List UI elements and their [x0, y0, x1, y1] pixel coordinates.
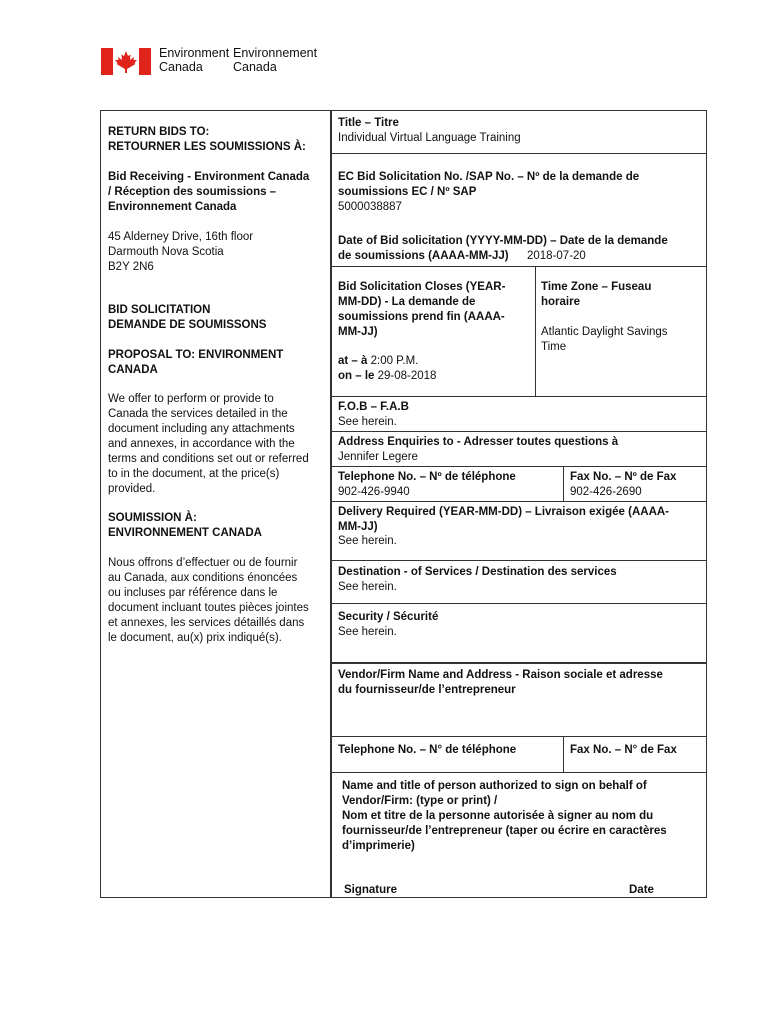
- bid-receiving-text: Bid Receiving - Environment Canada / Réception des soumissions – Environnement Canada: [108, 171, 310, 213]
- timezone-value: Atlantic Daylight Savings Time: [541, 326, 668, 353]
- return-address: 45 Alderney Drive, 16th floor Darmouth Nova Scotia B2Y 2N6: [108, 231, 254, 273]
- at-label: at – à: [338, 355, 371, 367]
- delivery-label: Delivery Required (YEAR-MM-DD) – Livraison exigée (AAAA- MM-JJ): [338, 506, 670, 533]
- logo-french-line1: Environnement: [233, 46, 318, 60]
- divider: [563, 466, 564, 501]
- date-value: 2018-07-20: [527, 250, 586, 262]
- divider: [332, 431, 707, 432]
- fax-label: Fax No. – Nº de Fax: [570, 471, 677, 483]
- closing-date: [338, 369, 436, 384]
- logo-french-line2: Canada: [233, 60, 277, 74]
- bid-solicitation-heading: BID SOLICITATION DEMANDE DE SOUMISSONS: [108, 304, 267, 331]
- canada-flag-icon: [101, 48, 151, 75]
- on-value: 29-08-2018: [377, 370, 437, 382]
- destination-value: See herein.: [338, 581, 397, 593]
- destination-label: Destination - of Services / Destination des services: [338, 566, 617, 578]
- divider: [332, 662, 707, 664]
- vendor-telephone-label: Telephone No. – N° de téléphone: [338, 744, 517, 756]
- title-value: Individual Virtual Language Training: [338, 132, 521, 144]
- vendor-label: Vendor/Firm Name and Address - Raison sociale et adresse du fournisseur/de l’entrepreneur: [338, 669, 663, 696]
- logo-english-line2: Canada: [159, 60, 203, 74]
- authorized-person-label: Name and title of person authorized to sign on behalf of Vendor/Firm: (type or print) / Nom et titre de la personne autorisée à signer au nom du fournisseur/de l’entrepreneur (taper ou écrire en caractères d’imprimerie): [342, 780, 667, 852]
- offer-french-text: Nous offrons d’effectuer ou de fournir au Canada, aux conditions énoncées ou incluses par référence dans le document incluant toutes pièces jointes et annexes, les services détaillés dans le document, au(x) prix indiqué(s).: [108, 557, 309, 644]
- vendor-fax-label: Fax No. – N° de Fax: [570, 744, 677, 756]
- divider: [332, 396, 707, 397]
- on-label: on – le: [338, 370, 378, 382]
- title-label: Title – Titre: [338, 117, 399, 129]
- timezone-label: Time Zone – Fuseau horaire: [541, 281, 652, 308]
- divider: [332, 466, 707, 467]
- divider: [332, 736, 707, 737]
- left-panel: [100, 110, 332, 898]
- divider: [332, 501, 707, 502]
- fob-label: F.O.B – F.A.B: [338, 401, 409, 413]
- divider: [332, 772, 707, 773]
- divider: [332, 603, 707, 604]
- government-logo: [101, 46, 318, 78]
- security-label: Security / Sécurité: [338, 611, 439, 623]
- signature-label: Signature: [344, 884, 398, 896]
- fax-value: 902-426-2690: [570, 486, 642, 498]
- security-value: See herein.: [338, 626, 397, 638]
- telephone-label: Telephone No. – Nº de téléphone: [338, 471, 516, 483]
- at-value: 2:00 P.M.: [370, 355, 419, 367]
- logo-english: [159, 46, 229, 74]
- return-bids-heading: RETURN BIDS TO: RETOURNER LES SOUMISSIONS À:: [108, 126, 306, 153]
- divider: [535, 266, 536, 396]
- soumission-heading: SOUMISSION À: ENVIRONNEMENT CANADA: [108, 512, 262, 539]
- offer-english-text: We offer to perform or provide to Canada the services detailed in the document including any attachments and annexes, in accordance with the terms and conditions set out or referred to in the document, at the price(s) provided.: [108, 393, 309, 495]
- logo-french: [233, 46, 317, 74]
- date-sign-label: Date: [629, 884, 654, 896]
- logo-english-line1: Environment: [159, 46, 230, 60]
- fob-value: See herein.: [338, 416, 397, 428]
- date-label: Date of Bid solicitation (YYYY-MM-DD) – Date de la demande de soumissions (AAAA-MM-JJ): [338, 235, 668, 262]
- closing-time: [338, 354, 418, 369]
- divider: [332, 153, 707, 154]
- telephone-value: 902-426-9940: [338, 486, 410, 498]
- divider: [332, 560, 707, 561]
- ec-bid-label: EC Bid Solicitation No. /SAP No. – Nº de la demande de soumissions EC / Nº SAP: [338, 171, 640, 198]
- divider: [332, 266, 707, 267]
- divider: [563, 736, 564, 772]
- enquiries-value: Jennifer Legere: [338, 451, 418, 463]
- closes-label: Bid Solicitation Closes (YEAR- MM-DD) - La demande de soumissions prend fin (AAAA- MM-JJ): [338, 281, 506, 338]
- ec-bid-value: 5000038887: [338, 201, 402, 213]
- enquiries-label: Address Enquiries to - Adresser toutes questions à: [338, 436, 619, 448]
- proposal-to-heading: PROPOSAL TO: ENVIRONMENT CANADA: [108, 349, 284, 376]
- delivery-value: See herein.: [338, 535, 397, 547]
